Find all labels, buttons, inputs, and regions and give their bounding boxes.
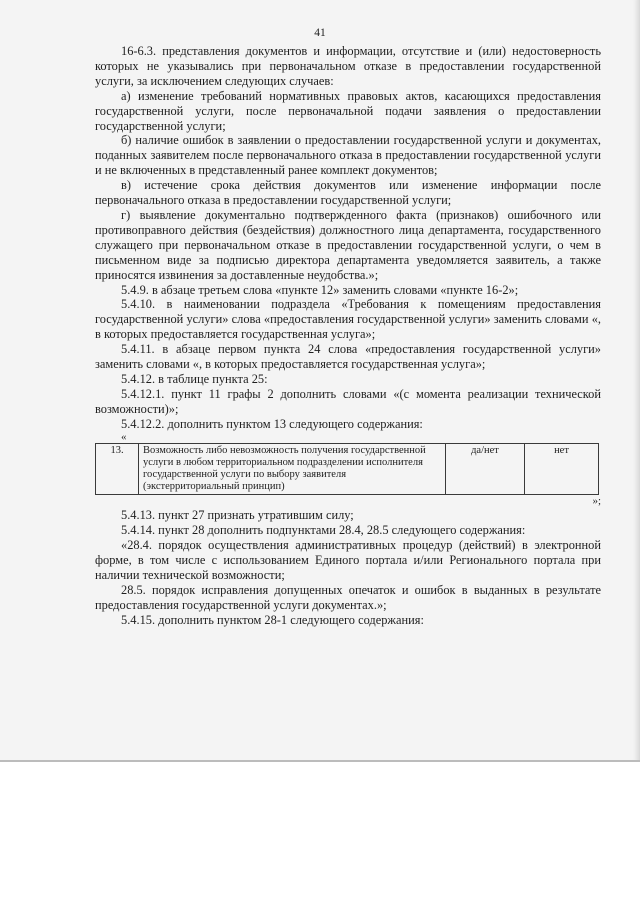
paragraph-5-4-12: 5.4.12. в таблице пункта 25: [121, 371, 268, 386]
paragraph-5-4-9: 5.4.9. в абзаце третьем слова «пункте 12» заменить словами «пункте 16-2»; [121, 282, 519, 297]
paragraph-5-4-11: 5.4.11. в абзаце первом пункта 24 слова «предоставления государственной услуги» заменить словами «, в которых предоставляется государственная услуга»; [95, 342, 601, 372]
row-result-cell: нет [525, 443, 599, 495]
document-body [95, 44, 601, 628]
quote-open: « [121, 430, 127, 443]
paragraph-5-4-12-1: 5.4.12.1. пункт 11 графы 2 дополнить словами «(с момента реализации технической возможности)»; [95, 386, 601, 416]
table-row [96, 443, 599, 495]
paragraph-28-4: «28.4. порядок осуществления административных процедур (действий) в электронной форме, в том числе с использованием Единого портала и/или Регионального портала при наличии технической возможности; [95, 538, 601, 582]
inserted-table [95, 443, 599, 496]
row-number-cell: 13. [96, 443, 139, 495]
quote-close: »; [592, 495, 601, 508]
paragraph-5-4-12-2: 5.4.12.2. дополнить пунктом 13 следующего содержания: [121, 416, 423, 431]
paragraph-case-v: в) истечение срока действия документов или изменение информации после первоначального отказа в предоставлении государственной услуги; [95, 178, 601, 208]
paragraph-5-4-14: 5.4.14. пункт 28 дополнить подпунктами 28.4, 28.5 следующего содержания: [121, 523, 526, 538]
paragraph-case-g: г) выявление документально подтвержденного факта (признаков) ошибочного или противоправного действия (бездействия) должностного лица департамента, государственного служащего при первоначальном отказе в предоставлении государственной услуги, о чем в письменном виде за подписью директора департамента уведомляется заявитель, а также приносятся извинения за доставленные неудобства.»; [95, 207, 601, 282]
paragraph-case-a: а) изменение требований нормативных правовых актов, касающихся предоставления государственной услуги, после первоначальной подачи заявления о предоставлении государственной услуги; [95, 88, 601, 133]
paragraph-5-4-15: 5.4.15. дополнить пунктом 28-1 следующего содержания: [121, 612, 424, 627]
row-description-cell: Возможность либо невозможность получения государственной услуги в любом территориальном подразделении исполнителя государственной услуги по выбору заявителя (экстерриториальный принцип) [139, 443, 446, 495]
paragraph-case-b: б) наличие ошибок в заявлении о предоставлении государственной услуги и документах, поданных заявителем после первоначального отказа в предоставлении государственной услуги и не включенных в представленный ранее комплект документов; [95, 133, 601, 178]
paragraph-5-4-10: 5.4.10. в наименовании подраздела «Требования к помещениям предоставления государственной услуги» слова «предоставления государственной услуги» заменить словами «, в которых предоставляется государственная услуга»; [95, 297, 601, 342]
row-value-cell: да/нет [446, 443, 525, 495]
paragraph-16-6-3: 16-6.3. представления документов и информации, отсутствие и (или) недостоверность которых не указывались при первоначальном отказе в предоставлении государственной услуги, за исключением следующих случаев: [95, 44, 601, 88]
paragraph-28-5: 28.5. порядок исправления допущенных опечаток и ошибок в выданных в результате предоставления государственной услуги документах.»; [95, 582, 601, 612]
page-number: 41 [314, 27, 326, 39]
paragraph-5-4-13: 5.4.13. пункт 27 признать утратившим силу; [121, 508, 354, 523]
